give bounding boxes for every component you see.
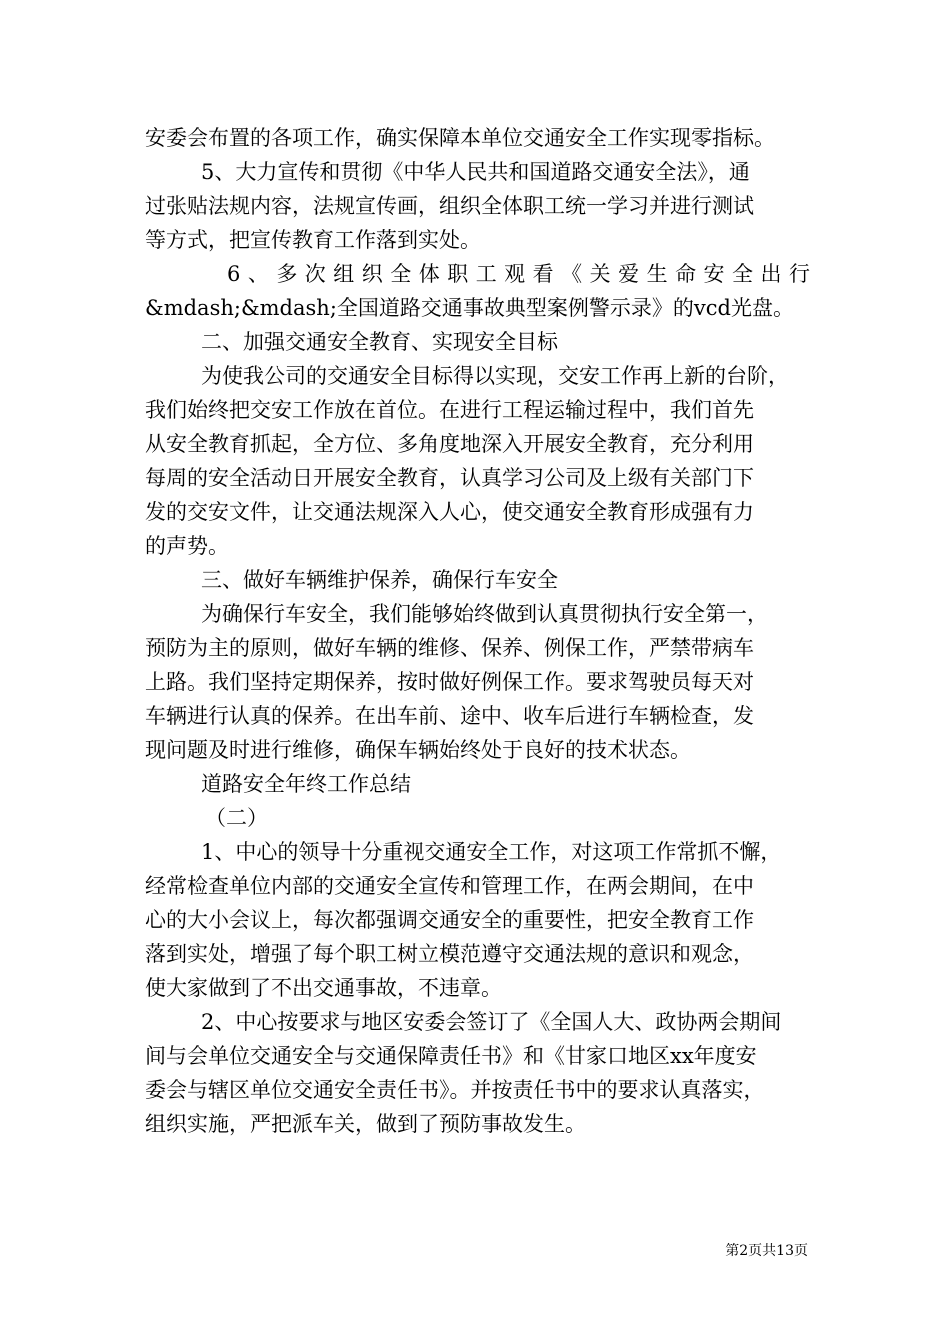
text-line: 每周的安全活动日开展安全教育，认真学习公司及上级有关部门下: [145, 466, 754, 490]
text-line: 1、中心的领导十分重视交通安全工作，对这项工作常抓不懈，: [201, 840, 782, 864]
text-line: 等方式，把宣传教育工作落到实处。: [145, 228, 481, 252]
text-line: 心的大小会议上，每次都强调交通安全的重要性，把安全教育工作: [145, 908, 754, 932]
text-line: 我们始终把交安工作放在首位。在进行工程运输过程中，我们首先: [145, 398, 754, 422]
page-number: 第2页共13页: [725, 1243, 808, 1259]
text-line: 委会与辖区单位交通安全责任书》。并按责任书中的要求认真落实，: [145, 1078, 765, 1102]
text-line: 为确保行车安全，我们能够始终做到认真贯彻执行安全第一，: [201, 602, 768, 626]
section-number: （二）: [205, 806, 268, 830]
text-line: 间与会单位交通安全与交通保障责任书》和《甘家口地区xx年度安: [145, 1044, 757, 1068]
text-line: 的声势。: [145, 534, 229, 558]
text-line: 发的交安文件，让交通法规深入人心，使交通安全教育形成强有力: [145, 500, 754, 524]
text-line: 落到实处，增强了每个职工树立模范遵守交通法规的意识和观念，: [145, 942, 754, 966]
text-line: 过张贴法规内容，法规宣传画，组织全体职工统一学习并进行测试: [145, 194, 754, 218]
text-line: 经常检查单位内部的交通安全宣传和管理工作，在两会期间，在中: [145, 874, 754, 898]
text-line: 为使我公司的交通安全目标得以实现，交安工作再上新的台阶，: [201, 364, 789, 388]
text-line: 车辆进行认真的保养。在出车前、途中、收车后进行车辆检查，发: [145, 704, 754, 728]
text-line: &mdash;&mdash;全国道路交通事故典型案例警示录》的vcd光盘。: [145, 296, 794, 320]
text-line: 5、大力宣传和贯彻《中华人民共和国道路交通安全法》，通: [201, 160, 750, 184]
text-line: 2、中心按要求与地区安委会签订了《全国人大、政协两会期间: [201, 1010, 782, 1034]
document-body: [145, 121, 810, 1141]
section-heading: 三、做好车辆维护保养，确保行车安全: [201, 568, 558, 592]
text-line: 预防为主的原则，做好车辆的维修、保养、例保工作，严禁带病车: [145, 636, 754, 660]
text-line: 使大家做到了不出交通事故，不违章。: [145, 976, 502, 1000]
document-title: 道路安全年终工作总结: [201, 772, 411, 796]
text-line: 现问题及时进行维修，确保车辆始终处于良好的技术状态。: [145, 738, 691, 762]
text-line: 6、多次组织全体职工观看《关爱生命安全出行: [227, 262, 810, 286]
text-line: 上路。我们坚持定期保养，按时做好例保工作。要求驾驶员每天对: [145, 670, 754, 694]
text-line: 组织实施，严把派车关，做到了预防事故发生。: [145, 1112, 586, 1136]
text-line: 安委会布置的各项工作，确实保障本单位交通安全工作实现零指标。: [145, 126, 775, 150]
text-line: 从安全教育抓起，全方位、多角度地深入开展安全教育，充分利用: [145, 432, 754, 456]
section-heading: 二、加强交通安全教育、实现安全目标: [201, 330, 558, 354]
